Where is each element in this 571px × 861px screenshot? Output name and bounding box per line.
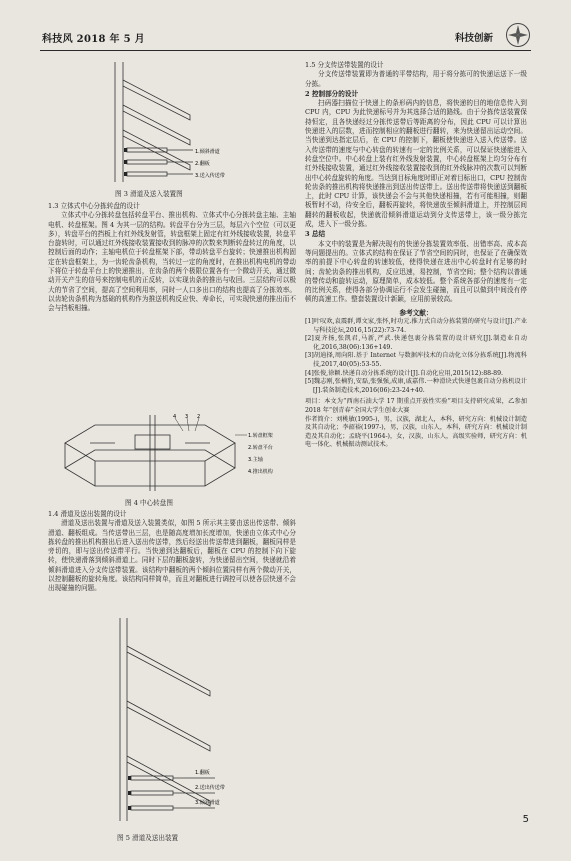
left-section-1-3	[48, 201, 296, 314]
fig5-label-3: 3.倾斜滑道	[195, 800, 220, 806]
section-1-4-heading: 1.4 滑道及送出装置的设计	[48, 510, 127, 518]
fig3-label-3: 3.送入传送带	[195, 173, 225, 179]
project-funding: 项目：本文为“西南石油大学 17 期重点开放性实验”项目支持研究成果，乙参加 2018 年“创青春”全国大学生创业大赛	[305, 398, 527, 414]
fig3-label-2: 2.翻板	[195, 161, 210, 167]
svg-text:4: 4	[173, 414, 177, 420]
section-1-3-body: 立体式中心分拣转盘包括转盘平台、推出机构、立体式中心分拣转盘主轴、主轴电机、转盘框架。图 4 为其一层的结构。转盘平台分为三层，每层六个空位（可以更多），转盘平台的挡板上有红外线发射管，转盘框架上固定有红外线接收装置，转盘平台旋转时，可以通过红外线接收装置接收到的脉冲的次数来判断转盘转过的角度，以控制后面的动作；主轴电机位于转盘框架下部，带动转盘平台旋转；快速推出机构固定在转盘框架上，为一齿轮齿条机构，当转过一定的角度时，在推出机构电机的带动下将位于转盘平台上的快递推出，在齿条的两个极限位置各有一个微动开关，通过微动开关产生的信号来控制电机的正反转，以实现齿条的推出与收回。三层结构可以极大的节省了空间，提高了空间利用率，同时一人口多出口的结构也提高了分拣效率。以齿轮齿条机构为基础的机构作为推送机构反应快、寿命长，可实现快递的推出而不会与挡板相撞。	[48, 211, 296, 313]
journal-logo-icon	[505, 22, 531, 48]
page-number: 5	[522, 814, 529, 825]
section-3-heading: 3 总结	[305, 230, 326, 239]
reference-item: [3]胡迪择,周向阳.基于 Internet 与数据库技术的自动化立体分拣系统[J].物流科技,2017,40(05):53-55.	[305, 352, 527, 368]
fig4-label-2: 2.转盘平台	[248, 445, 273, 451]
section-1-3-heading: 1.3 立体式中心分拣转盘的设计	[48, 202, 140, 210]
reference-item: [5]魏志刚,张楠豹,安磊,张强强,成康,戚嘉伟.一种滑块式快递包裹自动分拣机设计[J].装备制造技术,2016(06):23-24+40.	[305, 378, 527, 394]
reference-item: [2]夏齐扬,张凯君,马新,严武.快递包裹分拣装置的设计研究[J].制造业自动化,2016,38(06):136+149.	[305, 335, 527, 351]
fig5-caption: 图 5 滑道及送出装置	[117, 834, 179, 842]
fig4-label-1: 1.转盘框架	[248, 433, 273, 439]
left-section-1-4	[48, 509, 296, 594]
figure-5	[100, 616, 250, 826]
project-note	[305, 398, 527, 450]
column-name: 科技创新	[454, 33, 493, 44]
figure-4	[55, 413, 295, 495]
author-bio: 作者简介：刘桃敏(1995-)，男，汉族，湖北人，本科，研究方向：机械设计制造及其自动化；李韶裕(1997-)，男，汉族，山东人，本科，研究方向：机械设计制造及其自动化；孟晓平(1964-)，女，汉族，山东人，高级实验师，研究方向：机电一体化、机械振动测试技术。	[305, 415, 527, 449]
journal-name: 科技风 2018 年 5 月	[42, 34, 145, 45]
fig3-caption: 图 3 滑道及送入装置图	[115, 190, 183, 198]
svg-text:3: 3	[185, 414, 189, 420]
page-header	[40, 22, 531, 51]
section-2-heading: 2 控制部分的设计	[305, 89, 359, 98]
section-2-body: 扫码器扫描位于快递上的条形码内的信息，将快递的目的地信息传入到 CPU 内，CPU 为此快递标号并为其选择合适的路线。由于分拣传送装置保持恒定，且各快递经过分拣传送带后等距离的分布，因此 CPU 可以计算出快递进入的层数，进而控制相应的翻板进行翻转，来为快递留出运动空间。当快递到达指定层后，在 CPU 的控制下，翻板使快递进入送入传送带。送入传送带的速度与中心转盘的转速有一定的比例关系，可以保证快递能进入转盘空位中。中心转盘上装有红外线发射装置，中心转盘框架上均匀分布有红外线接收装置，通过红外线接收装置接收到的红外线脉冲的次数可以判断出中心转盘旋转的角度。当达到目标角度时即正对着目标出口，CPU 控制齿轮齿条的推出机构将快递推出到送出传送带上。送出传送带将快递送到翻板上，此时 CPU 计算，该快递会不会与其他快递相撞，若有可能相撞，则翻板暂时不动，待安全后，翻板再旋转，将快递放至倾斜滑道上，并控制层间翻转的翻板收起，快递就沿倾斜滑道运动到分支传送带上，该一级分拣完成，进入下一级分拣。	[305, 99, 527, 229]
fig4-caption: 图 4 中心转盘图	[125, 499, 173, 507]
references-list	[305, 318, 527, 395]
references-heading: 参考文献：	[399, 308, 433, 317]
fig4-label-3: 3.主轴	[248, 457, 263, 463]
fig3-label-1: 1.倾斜滑道	[195, 149, 220, 155]
reference-item: [1]叶叹欢,袁震群,谭文家,张怀,时功元.推力式自动分拣装置的研究与设计[J].产业与科技论坛,2016,15(22):73-74.	[305, 318, 527, 334]
section-1-5-heading: 1.5 分支传送带装置的设计	[305, 61, 384, 69]
section-3-body: 本文中的装置是为解决现有的快递分拣装置效率低、出错率高、成本高等问题提出的。立体式的结构在保证了节省空间的同时，也保证了在确保效率的前提下中心转盘的转速较低，使得快递在进出中心转盘时有足够的时间；齿轮齿条的推出机构，反应迅速，易控制，节省空间；整个结构以普通的带传动和旋转运动，原理简单，成本较低。整个系统各部分的速度有一定的比例关系，使得各部分协调运行不会发生碰撞，而且可以做到中间没有停顿的高速工作。整套装置设计新颖，应用前景较高。	[305, 239, 527, 304]
right-column	[305, 60, 527, 450]
fig4-label-4: 4.推出机构	[248, 469, 273, 475]
reference-item: [4]张俊,徐颖.快递自动分拣系统的设计[J].自动化应用,2015(12):88-89.	[305, 369, 504, 377]
figure-3	[95, 60, 235, 185]
section-1-5-body: 分支传送带装置即为普通的平带结构，用于将分拣可的快递运送下一级分拣。	[305, 70, 527, 88]
fig5-label-1: 1.翻板	[195, 770, 210, 776]
fig5-label-2: 2.送出传送带	[195, 785, 225, 791]
section-1-4-body: 滑道及送出装置与滑道及送入装置类似，如图 5 所示其主要由送出传送带、倾斜滑道、翻板组成。当传送带出三层，也是随高度增加长度增加，快递由立体式中心分拣转盘的推出机构推出后进入送出传送带，然后经送出传送带进到翻板，翻板同样是旁切的，即与送出传送带平行。当快递到达翻板后，翻板在 CPU 的控制下向下旋转，使快递滑落到倾斜滑道上。同时下层的翻板旋转，为快递留出空间，快递就沿着倾斜滑道进入分支传送带装置。该结构中翻板的两个倾斜位置同样有两个微动开关，以控制翻板的旋转角度。该结构同样简单，而且对翻板进行调控可以使各层快递不会出现碰撞的问题。	[48, 519, 296, 593]
svg-text:2: 2	[197, 414, 201, 420]
